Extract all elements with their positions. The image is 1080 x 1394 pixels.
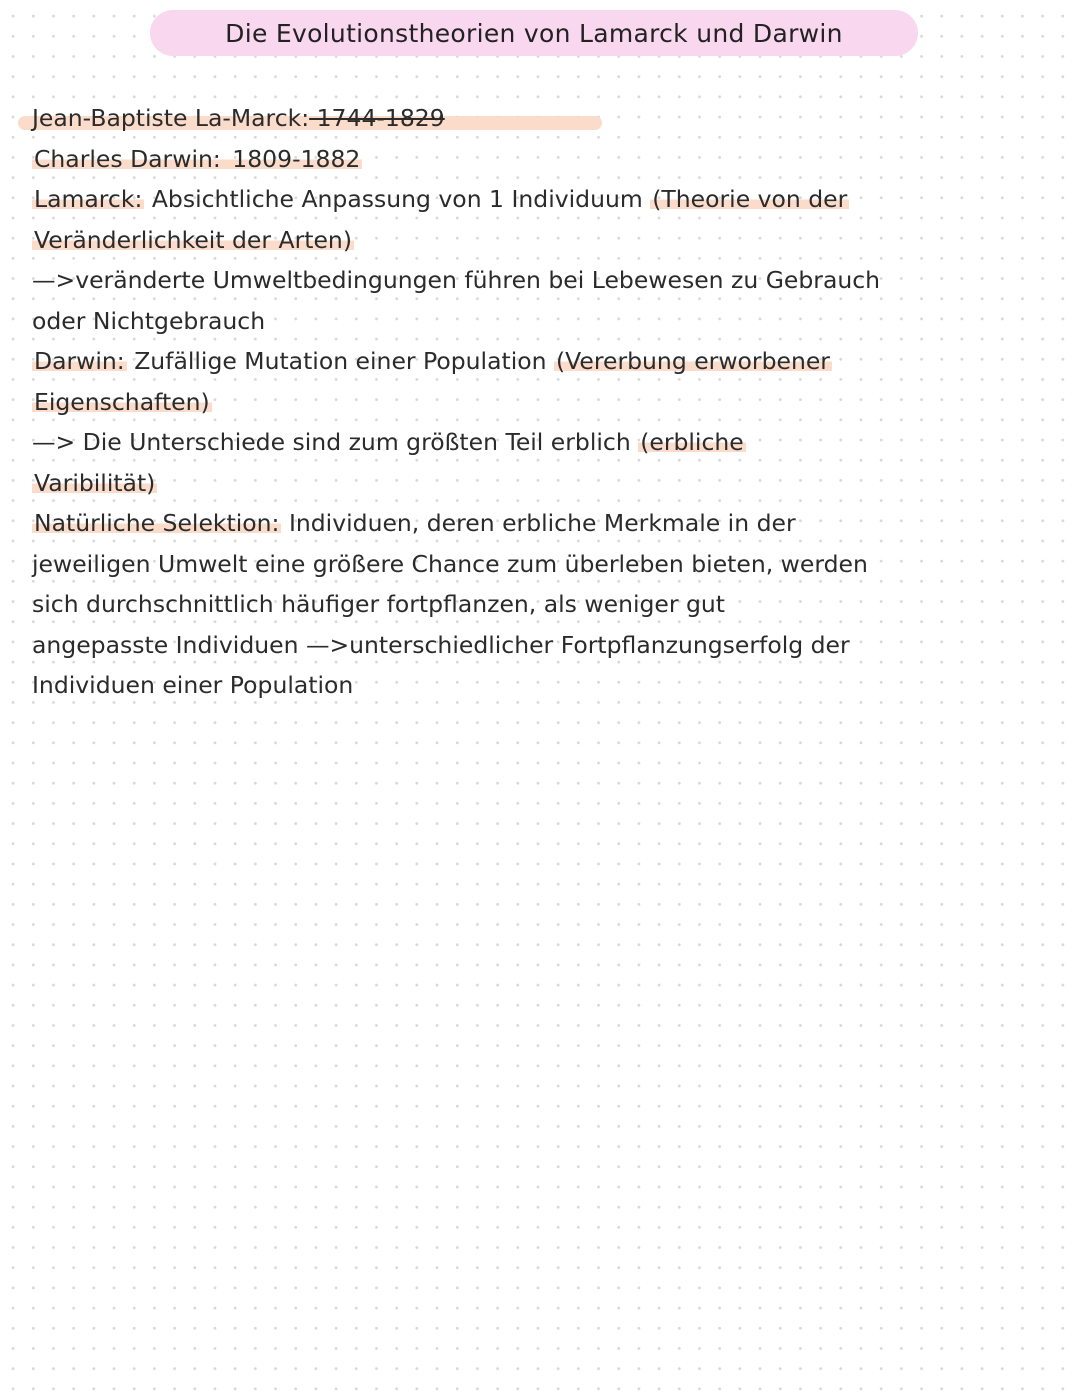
note-line bbox=[32, 665, 1042, 706]
darwin-theory-name-cont: Eigenschaften) bbox=[34, 387, 210, 416]
lamarck-term: Lamarck: bbox=[34, 185, 143, 213]
heritable-variability-term-cont: Varibilität) bbox=[34, 468, 156, 497]
note-line bbox=[32, 382, 1042, 423]
natural-selection-definition-4: angepasste Individuen —>unterschiedlicher Fortpflanzungserfolg der bbox=[32, 630, 850, 659]
note-line bbox=[32, 463, 1042, 504]
darwin-term: Darwin: bbox=[34, 347, 125, 375]
natural-selection-definition-3: sich durchschnittlich häufiger fortpflanzen, als weniger gut bbox=[32, 590, 726, 618]
darwin-dates: 1809-1882 bbox=[224, 144, 361, 173]
note-line bbox=[32, 139, 1042, 180]
page-title: Die Evolutionstheorien von Lamarck und Darwin bbox=[225, 18, 843, 48]
lamarck-definition: Absichtliche Anpassung von 1 Individuum bbox=[144, 185, 651, 213]
note-line bbox=[32, 584, 1042, 625]
natural-selection-definition-5: Individuen einer Population bbox=[32, 671, 354, 699]
lamarck-consequence-cont: oder Nichtgebrauch bbox=[32, 306, 266, 335]
heritable-variability-term: (erbliche bbox=[640, 428, 744, 456]
darwin-definition: Zufällige Mutation einer Population bbox=[126, 347, 554, 375]
darwin-name-label: Charles Darwin: bbox=[34, 144, 221, 173]
darwin-theory-name: (Vererbung erworbener bbox=[555, 347, 830, 375]
note-line bbox=[32, 98, 1042, 139]
notes-body bbox=[32, 98, 1042, 706]
lamarck-theory-name: (Theorie von der bbox=[652, 185, 848, 213]
lamarck-name-label: Jean-Baptiste La-Marck: bbox=[32, 104, 310, 132]
note-line bbox=[32, 422, 1042, 463]
note-line bbox=[32, 625, 1042, 666]
lamarck-dates: 1744-1829 bbox=[309, 104, 445, 132]
lamarck-consequence: —>veränderte Umweltbedingungen führen bei Lebewesen zu Gebrauch bbox=[32, 266, 881, 294]
darwin-consequence: —> Die Unterschiede sind zum größten Teil erblich bbox=[32, 428, 639, 456]
natural-selection-term: Natürliche Selektion: bbox=[34, 509, 280, 537]
lamarck-theory-name-cont: Veränderlichkeit der Arten) bbox=[34, 225, 352, 254]
note-line bbox=[32, 220, 1042, 261]
note-line bbox=[32, 341, 1042, 382]
note-line bbox=[32, 503, 1042, 544]
note-line bbox=[32, 260, 1042, 301]
natural-selection-definition-2: jeweiligen Umwelt eine größere Chance zum überleben bieten, werden bbox=[32, 549, 868, 578]
natural-selection-definition: Individuen, deren erbliche Merkmale in der bbox=[281, 509, 796, 537]
title-banner bbox=[150, 10, 918, 56]
note-line bbox=[32, 544, 1042, 585]
note-line bbox=[32, 301, 1042, 342]
note-line bbox=[32, 179, 1042, 220]
